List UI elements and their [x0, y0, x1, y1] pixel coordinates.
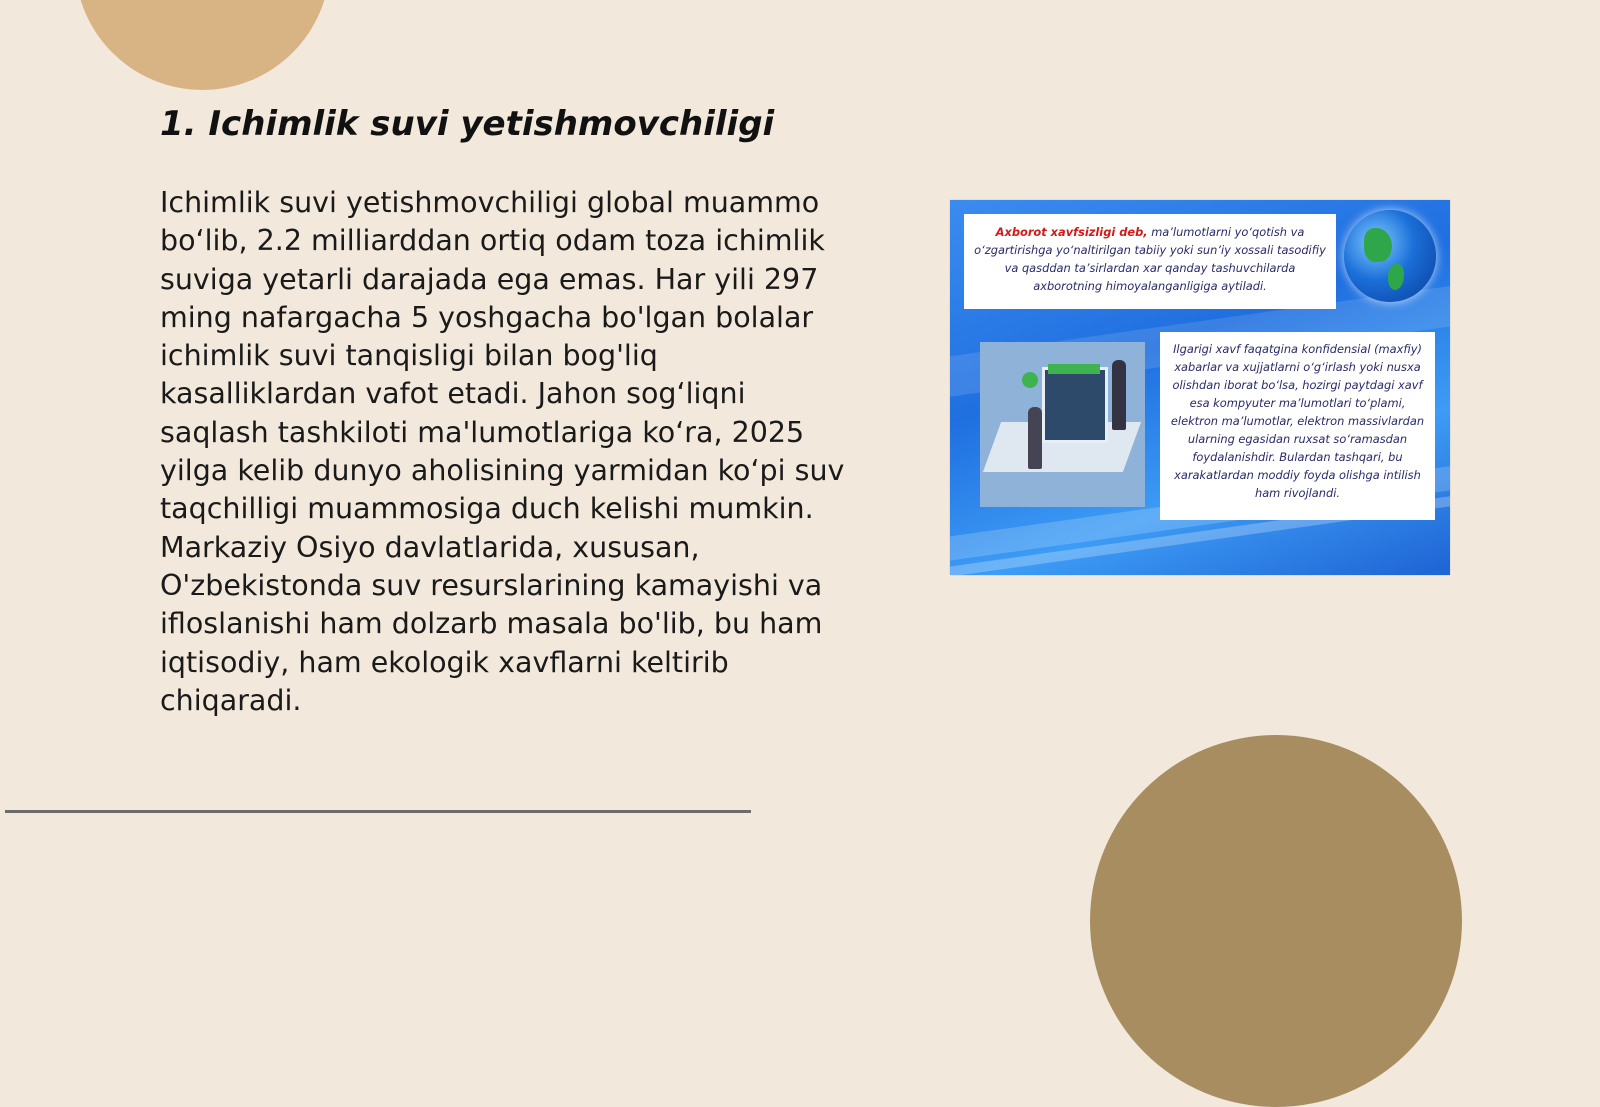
illustration-bar	[1048, 364, 1100, 374]
person-figure	[1112, 360, 1126, 430]
decorative-circle-top	[75, 0, 330, 90]
caption-text: ma’lumotlarni yo‘qotish va o‘zgartirishga yo‘naltirilgan tabiiy yoki sun’iy xossali tasodifiy va qasddan ta’sirlardan xar qanday tashuvchilarda axborotning himoyalanganligiga aytiladi.	[974, 225, 1326, 293]
slide-title: 1. Ichimlik suvi yetishmovchiligi	[160, 104, 775, 144]
picture-caption-top	[964, 214, 1336, 309]
picture-caption-bottom: Ilgarigi xavf faqatgina konfidensial (maxfiy) xabarlar va xujjatlarni o‘g‘irlash yoki nusxa olishdan iborat bo‘lsa, hozirgi paytdagi xavf esa kompyuter ma’lumotlari to‘plami, elektron ma’lumotlar, elektron massivlardan ularning egasidan ruxsat so‘ramasdan foydalanishdir. Bulardan tashqari, bu xarakatlardan moddiy foyda olishga intilish ham rivojlandi.	[1160, 332, 1435, 520]
person-figure	[1028, 407, 1042, 469]
security-illustration-icon	[980, 342, 1145, 507]
divider-line	[5, 810, 751, 813]
globe-land	[1364, 228, 1392, 262]
slide-picture	[950, 200, 1450, 575]
globe-icon	[1344, 210, 1436, 302]
decorative-circle-bottom	[1090, 735, 1462, 1107]
check-icon	[1022, 372, 1038, 388]
illustration-screen	[1042, 367, 1108, 443]
slide-body-text: Ichimlik suvi yetishmovchiligi global muammo bo‘lib, 2.2 milliarddan ortiq odam toza ichimlik suviga yetarli darajada ega emas. Har yili 297 ming nafargacha 5 yoshgacha bo'lgan bolalar ichimlik suvi tanqisligi bilan bog'liq kasalliklardan vafot etadi. Jahon sog‘liqni saqlash tashkiloti ma'lumotlariga ko‘ra, 2025 yilga kelib dunyo aholisining yarmidan ko‘pi suv taqchilligi muammosiga duch kelishi mumkin. Markaziy Osiyo davlatlarida, xususan, O'zbekistonda suv resurslarining kamayishi va ifloslanishi ham dolzarb masala bo'lib, bu ham iqtisodiy, ham ekologik xavflarni keltirib chiqaradi.	[160, 186, 845, 717]
caption-highlight: Axborot xavfsizligi deb,	[995, 225, 1148, 239]
globe-land	[1388, 264, 1404, 290]
